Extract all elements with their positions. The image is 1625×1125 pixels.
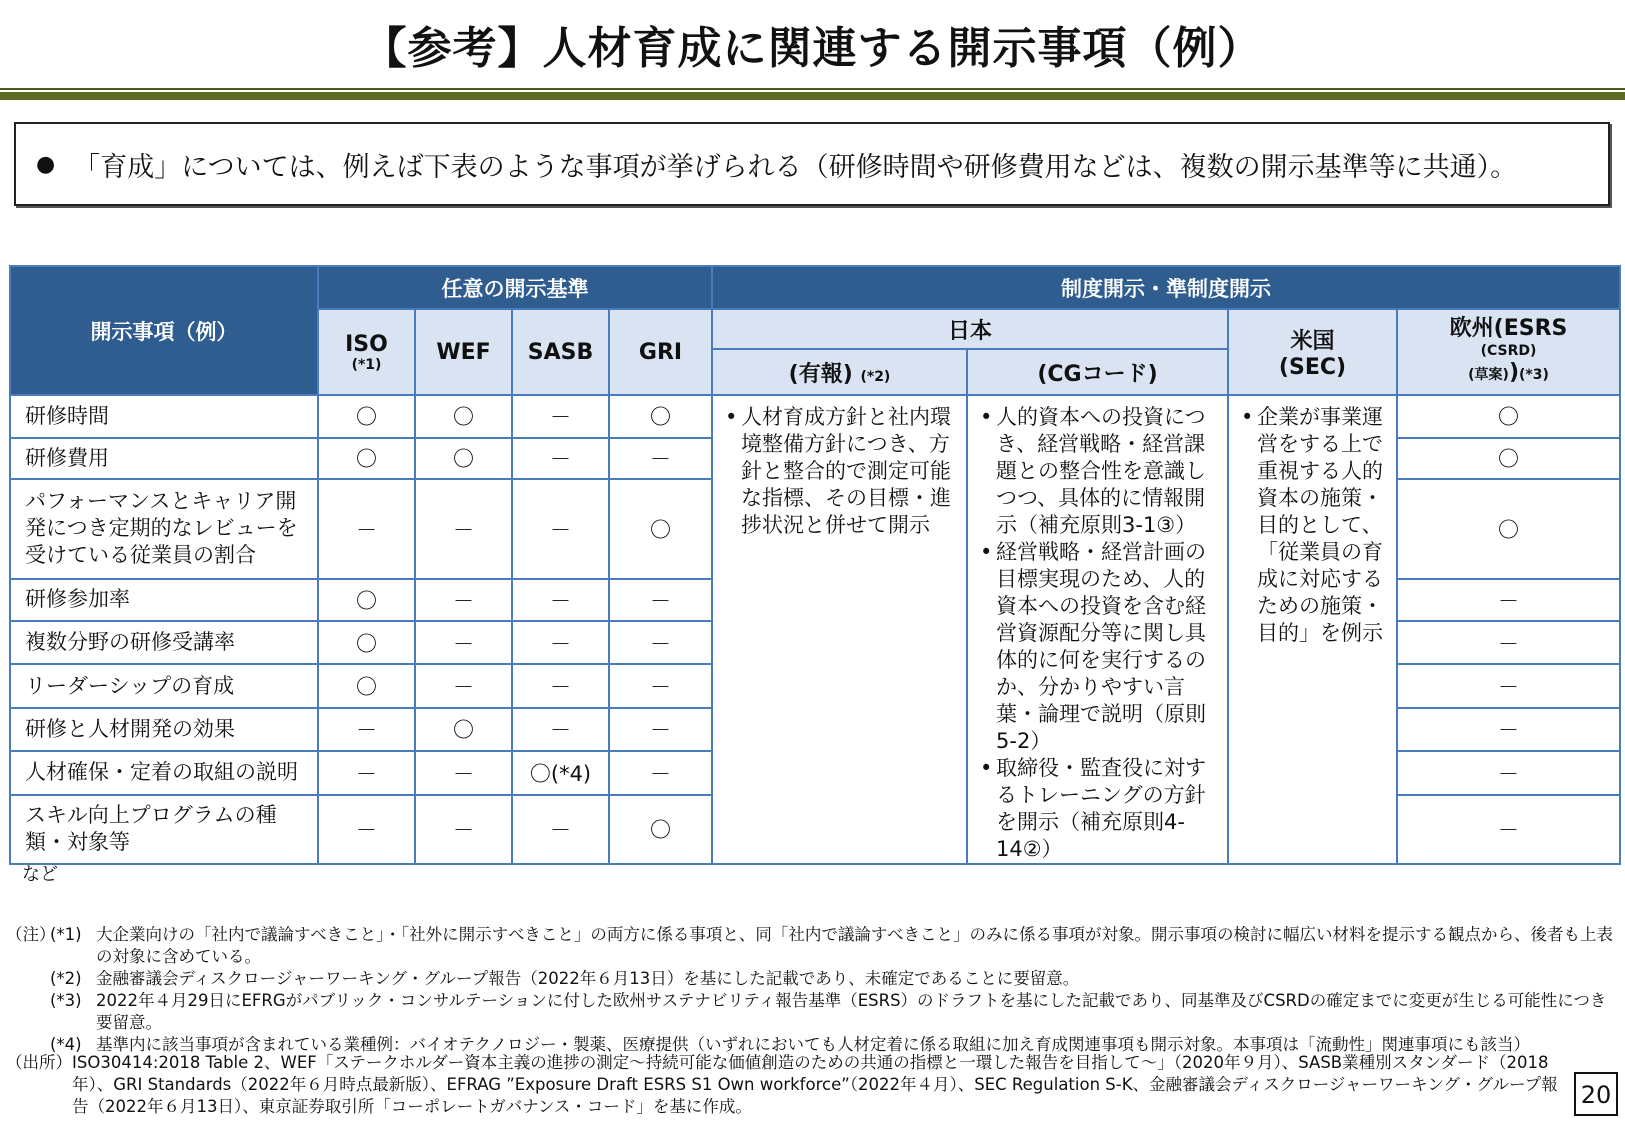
header-japan: 日本 — [712, 309, 1228, 349]
title-rule-thin — [0, 88, 1625, 90]
iso-cell: 〇 — [318, 579, 415, 622]
item-cell: 研修時間 — [10, 395, 318, 438]
wef-cell: 〇 — [415, 438, 512, 479]
gri-cell: － — [609, 621, 712, 664]
wef-cell: － — [415, 751, 512, 795]
header-iso-note: (*1) — [351, 356, 382, 373]
header-wef: WEF — [415, 309, 512, 395]
gri-cell: － — [609, 438, 712, 479]
footnote-num: (*3) — [50, 991, 82, 1010]
yuho-description — [712, 395, 967, 864]
item-cell: 研修と人材開発の効果 — [10, 708, 318, 751]
sec-description — [1228, 395, 1397, 864]
header-eu-note: (*3) — [1519, 367, 1549, 383]
source-note — [6, 1052, 1566, 1118]
header-eu-line1: 欧州(ESRS — [1449, 316, 1568, 341]
header-sasb: SASB — [512, 309, 609, 395]
footnote-row — [6, 924, 1621, 968]
item-cell: 研修費用 — [10, 438, 318, 479]
footnote-label: （注） — [6, 925, 56, 944]
iso-cell: 〇 — [318, 664, 415, 708]
callout-text: 「育成」については、例えば下表のような事項が挙げられる（研修時間や研修費用などは、複数の開示基準等に共通）。 — [73, 151, 1518, 183]
wef-cell: － — [415, 579, 512, 622]
wef-cell: － — [415, 795, 512, 864]
header-eu-line2: (CSRD) — [1480, 343, 1537, 359]
item-cell: 人材確保・定着の取組の説明 — [10, 751, 318, 795]
footnote-text: 大企業向けの「社内で議論すべきこと」・「社外に開示すべきこと」の両方に係る事項と、同「社内で議論すべきこと」のみに係る事項が対象。開示事項の検討に幅広い材料を提示する観点から、後者も上表の対象に含めている。 — [96, 925, 1614, 966]
title-rule-thick — [0, 92, 1625, 100]
item-cell: リーダーシップの育成 — [10, 664, 318, 708]
header-us-line2: (SEC) — [1278, 355, 1347, 380]
list-item: • 人的資本への投資につき、経営戦略・経営課題との整合性を意識しつつ、具体的に情報開示（補充原則3-1③） — [980, 404, 1221, 539]
sasb-cell: － — [512, 395, 609, 438]
header-voluntary: 任意の開示基準 — [318, 266, 712, 309]
cg-list — [980, 404, 1221, 863]
footnote-num: (*2) — [50, 969, 82, 988]
item-cell: 研修参加率 — [10, 579, 318, 622]
header-eu-paren: ) — [1508, 360, 1519, 385]
iso-cell: 〇 — [318, 438, 415, 479]
footnote-num: (*4) — [50, 1035, 82, 1054]
source-label: （出所） — [6, 1053, 72, 1072]
eu-cell: 〇 — [1397, 395, 1620, 438]
gri-cell: － — [609, 664, 712, 708]
header-gri: GRI — [609, 309, 712, 395]
list-item: • 企業が事業運営をする上で重視する人的資本の施策・目的として、「従業員の育成に対応するための施策・目的」を例示 — [1241, 404, 1390, 647]
header-iso — [318, 309, 415, 395]
eu-cell: － — [1397, 708, 1620, 751]
eu-cell: － — [1397, 751, 1620, 795]
gri-cell: － — [609, 579, 712, 622]
header-us — [1228, 309, 1397, 395]
header-yuho-note: (*2) — [860, 368, 891, 385]
eu-cell: － — [1397, 621, 1620, 664]
wef-cell: － — [415, 479, 512, 579]
sasb-cell: 〇(*4) — [512, 751, 609, 795]
bullet-icon: ● — [36, 151, 56, 177]
summary-callout — [14, 122, 1610, 206]
page-number: 20 — [1574, 1072, 1618, 1116]
footnote-text: 2022年４月29日にEFRGがパブリック・コンサルテーションに付した欧州サステナビリティ報告基準（ESRS）のドラフトを基にした記載であり、同基準及びCSRDの確定までに変更が生じる可能性につき要留意。 — [96, 991, 1607, 1032]
sasb-cell: － — [512, 479, 609, 579]
gri-cell: 〇 — [609, 795, 712, 864]
iso-cell: － — [318, 479, 415, 579]
sasb-cell: － — [512, 795, 609, 864]
cg-description — [967, 395, 1228, 864]
page-title: 【参考】人材育成に関連する開示事項（例） — [362, 23, 1263, 74]
list-item: • 取締役・監査役に対するトレーニングの方針を開示（補充原則4-14②） — [980, 755, 1221, 863]
item-cell: スキル向上プログラムの種類・対象等 — [10, 795, 318, 864]
gri-cell: － — [609, 751, 712, 795]
footnote-row — [6, 990, 1621, 1034]
footnote-row — [6, 968, 1621, 990]
header-us-line1: 米国 — [1290, 329, 1335, 354]
table-row — [10, 395, 1620, 438]
source-text: ISO30414:2018 Table 2、WEF「ステークホルダー資本主義の進捗の測定～持続可能な価値創造のための共通の指標と一環した報告を目指して～」（2020年９月）、SASB業種別スタンダード（2018年）、GRI Standards（2022年６月時点最新版）、EFRAG ”Exposure Draft ESRS S1 Own workforce”（2022年４月）、SEC Regulation S-K、金融審議会ディスクロージャーワーキング・グループ報告（2022年６月13日）、東京証券取引所「コーポレートガバナンス・コード」を基に作成。 — [72, 1053, 1558, 1116]
footnote-num: (*1) — [50, 925, 82, 944]
gri-cell: － — [609, 708, 712, 751]
list-item: • 人材育成方針と社内環境整備方針につき、方針と整合的で測定可能な指標、その目標・進捗状況と併せて開示 — [725, 404, 960, 539]
footnote-text: 金融審議会ディスクロージャーワーキング・グループ報告（2022年６月13日）を基にした記載であり、未確定であることに要留意。 — [96, 969, 1080, 988]
etc-note: など — [22, 864, 58, 885]
disclosure-table — [9, 265, 1621, 865]
eu-cell: 〇 — [1397, 438, 1620, 479]
footnotes — [6, 924, 1621, 1056]
item-cell: 複数分野の研修受講率 — [10, 621, 318, 664]
header-item-col: 開示事項（例） — [10, 266, 318, 395]
header-iso-label: ISO — [345, 331, 388, 357]
header-eu — [1397, 309, 1620, 395]
iso-cell: － — [318, 795, 415, 864]
wef-cell: － — [415, 664, 512, 708]
sasb-cell: － — [512, 621, 609, 664]
item-cell: パフォーマンスとキャリア開発につき定期的なレビューを受けている従業員の割合 — [10, 479, 318, 579]
wef-cell: 〇 — [415, 395, 512, 438]
header-cg: (CGコード) — [967, 349, 1228, 395]
yuho-list — [725, 404, 960, 539]
eu-cell: － — [1397, 579, 1620, 622]
eu-cell: － — [1397, 795, 1620, 864]
iso-cell: 〇 — [318, 395, 415, 438]
iso-cell: － — [318, 751, 415, 795]
header-yuho — [712, 349, 967, 395]
gri-cell: 〇 — [609, 479, 712, 579]
sasb-cell: － — [512, 579, 609, 622]
footnote-text: 基準内に該当事項が含まれている業種例：バイオテクノロジー・製薬、医療提供（いずれにおいても人材定着に係る取組に加え育成関連事項も開示対象。本事項は「流動性」関連事項にも該当） — [96, 1035, 1531, 1054]
iso-cell: 〇 — [318, 621, 415, 664]
sec-list — [1241, 404, 1390, 647]
header-mandatory: 制度開示・準制度開示 — [712, 266, 1620, 309]
sasb-cell: － — [512, 664, 609, 708]
wef-cell: － — [415, 621, 512, 664]
iso-cell: － — [318, 708, 415, 751]
header-eu-draft: (草案) — [1468, 367, 1509, 383]
list-item: • 経営戦略・経営計画の目標実現のため、人的資本への投資を含む経営資源配分等に関し具体的に何を実行するのか、分かりやすい言葉・論理で説明（原則5-2） — [980, 539, 1221, 755]
sasb-cell: － — [512, 708, 609, 751]
header-yuho-label: (有報) — [788, 361, 853, 387]
eu-cell: － — [1397, 664, 1620, 708]
wef-cell: 〇 — [415, 708, 512, 751]
sasb-cell: － — [512, 438, 609, 479]
eu-cell: 〇 — [1397, 479, 1620, 579]
gri-cell: 〇 — [609, 395, 712, 438]
